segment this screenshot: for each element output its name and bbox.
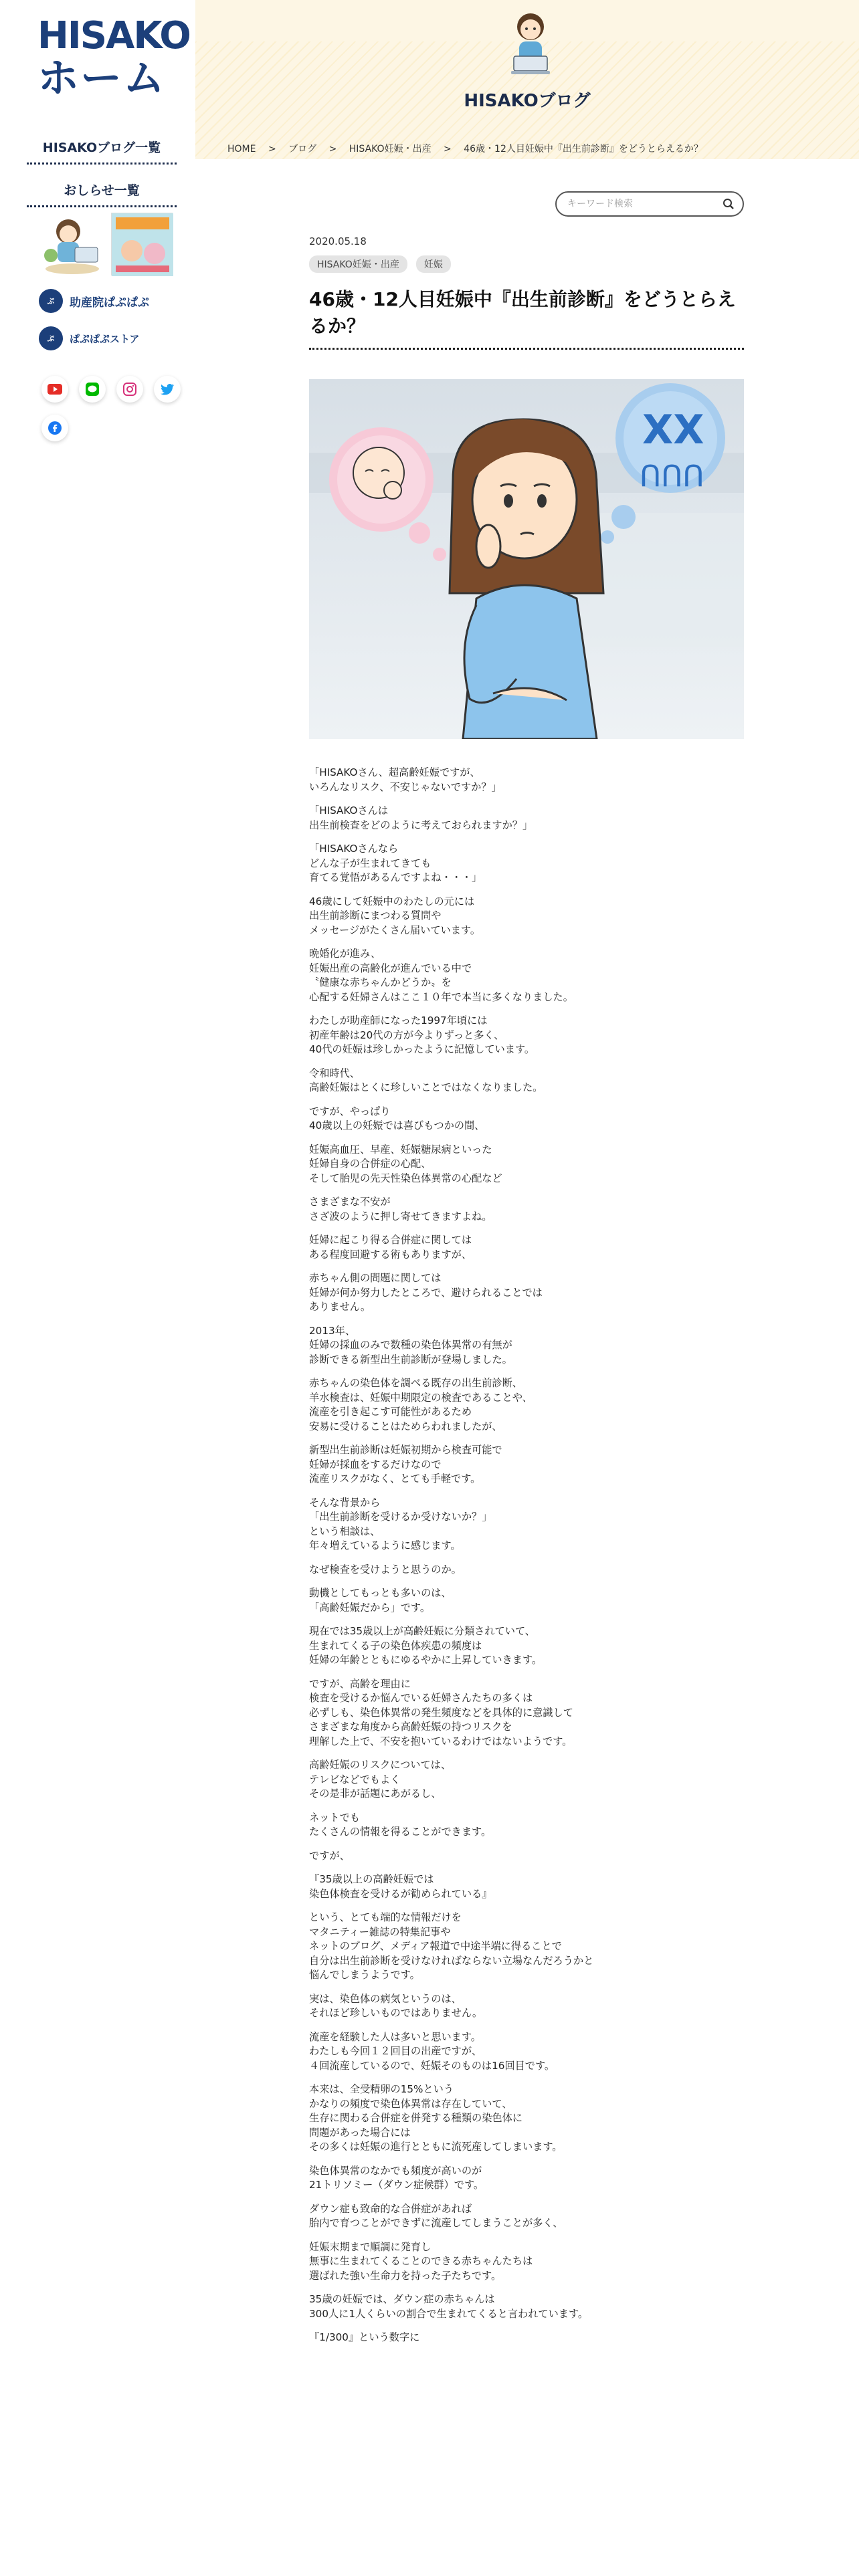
breadcrumb bbox=[227, 142, 712, 155]
instagram-icon[interactable] bbox=[116, 376, 143, 403]
article-paragraph: 2013年、 妊婦の採血のみで数種の染色体異常の有無が 診断できる新型出生前診断が登場しました。 bbox=[309, 1324, 512, 1366]
thumbnail-magazine[interactable] bbox=[111, 213, 173, 276]
thumbnail-mascot[interactable] bbox=[41, 213, 103, 276]
article-paragraph: 実は、染色体の病気というのは、 それほど珍しいものではありません。 bbox=[309, 1992, 483, 2019]
banner-badge-icon: ぷ bbox=[39, 326, 63, 350]
article-paragraph: 本来は、全受精卵の15%という かなりの頻度で染色体異常は存在していて、 生存に関わる合併症を併発する種類の染色体に 問題があった場合には その多くは妊娠の進行とともに流死産してしまいます。 bbox=[309, 2083, 563, 2153]
post-date: 2020.05.18 bbox=[309, 235, 367, 247]
article-paragraph: 妊娠末期まで順調に発育し 無事に生まれてくることのできる赤ちゃんたちは 選ばれた強い生命力を持った子たちです。 bbox=[309, 2240, 533, 2282]
article-paragraph: さまざまな不安が さざ波のように押し寄せてきますよね。 bbox=[309, 1196, 492, 1222]
search-box bbox=[555, 191, 744, 217]
article-paragraph: という、とても端的な情報だけを マタニティー雑誌の特集記事や ネットのブログ、メディア報道で中途半端に得ることで 自分は出生前診断を受けなければならない立場なんだろうかと 悩んでしまうようです。 bbox=[309, 1911, 594, 1981]
sidebar bbox=[0, 0, 195, 2576]
article-paragraph: 46歳にして妊娠中のわたしの元には 出生前診断にまつわる質問や メッセージがたくさん届いています。 bbox=[309, 895, 481, 936]
breadcrumb-separator: > bbox=[444, 144, 452, 154]
site-logo[interactable] bbox=[37, 14, 190, 102]
line-icon[interactable] bbox=[79, 376, 106, 403]
sidebar-link-blog-list[interactable]: HISAKOブログ一覧 bbox=[27, 138, 177, 165]
breadcrumb-separator: > bbox=[328, 144, 337, 154]
article-paragraph: 晩婚化が進み、 妊娠出産の高齢化が進んでいる中で 〝健康な赤ちゃんかどうか〟を 心配する妊婦さんはここ１０年で本当に多くなりました。 bbox=[309, 948, 573, 1003]
article-paragraph: 「HISAKOさんは 出生前検査をどのように考えておられますか？」 bbox=[309, 804, 533, 831]
page-header bbox=[195, 0, 859, 159]
article-paragraph: そんな背景から 「出生前診断を受けるか受けないか？」 という相談は、 年々増えているように感じます。 bbox=[309, 1496, 492, 1551]
search-input[interactable] bbox=[567, 197, 714, 211]
article-paragraph: 流産を経験した人は多いと思います。 わたしも今回１２回目の出産ですが、 ４回流産しているので、妊娠そのものは16回目です。 bbox=[309, 2030, 555, 2072]
tag-list bbox=[309, 255, 744, 272]
article-paragraph: 動機としてもっとも多いのは、 「高齢妊娠だから」です。 bbox=[309, 1587, 452, 1614]
article-paragraph: 妊娠高血圧、早産、妊娠糖尿病といった 妊婦自身の合併症の心配、 そして胎児の先天性染色体異常の心配など bbox=[309, 1143, 502, 1184]
banner-badge-icon: ぷ bbox=[39, 289, 63, 313]
article-paragraph: 新型出生前診断は妊娠初期から検査可能で 妊婦が採血をするだけなので 流産リスクがなく、とても手軽です。 bbox=[309, 1444, 502, 1485]
banner-store-label: ぱぷぱぷストア bbox=[70, 333, 140, 345]
logo-line2: ホーム bbox=[37, 53, 167, 102]
article-paragraph: 35歳の妊娠では、ダウン症の赤ちゃんは 300人に1人くらいの割合で生まれてくると言われています。 bbox=[309, 2293, 589, 2320]
logo-line1: HISAKO bbox=[37, 14, 190, 58]
sidebar-thumbnails bbox=[41, 213, 175, 276]
article-paragraph: ネットでも たくさんの情報を得ることができます。 bbox=[309, 1811, 492, 1838]
youtube-icon[interactable] bbox=[41, 376, 68, 403]
article-paragraph: 染色体異常のなかでも頻度が高いのが 21トリソミー（ダウン症候群）です。 bbox=[309, 2164, 484, 2191]
article-paragraph: 現在では35歳以上が高齢妊娠に分類されていて、 生まれてくる子の染色体疾患の頻度は 妊婦の年齢とともにゆるやかに上昇していきます。 bbox=[309, 1625, 543, 1666]
article-title: 46歳・12人目妊娠中『出生前診断』をどうとらえるか？ bbox=[309, 286, 744, 350]
svg-text:ꓵꓵꓵ: ꓵꓵꓵ bbox=[640, 459, 704, 494]
article-paragraph: ですが、 bbox=[309, 1849, 350, 1862]
mascot-illustration bbox=[510, 8, 551, 78]
article-paragraph: わたしが助産師になった1997年頃には 初産年齢は20代の方が今よりずっと多く、 40代の妊娠は珍しかったように記憶しています。 bbox=[309, 1014, 535, 1055]
breadcrumb-blog[interactable]: ブログ bbox=[288, 144, 317, 154]
twitter-icon[interactable] bbox=[154, 376, 181, 403]
article-paragraph: なぜ検査を受けようと思うのか。 bbox=[309, 1563, 462, 1576]
search-icon[interactable] bbox=[723, 198, 735, 210]
article bbox=[309, 227, 744, 2355]
article-paragraph: ですが、やっぱり 40歳以上の妊娠では喜びもつかの間、 bbox=[309, 1105, 485, 1132]
article-paragraph: 赤ちゃん側の問題に関しては 妊婦が何か努力したところで、避けられることでは ありません。 bbox=[309, 1272, 543, 1313]
article-paragraph: 「HISAKOさんなら どんな子が生まれてきても 育てる覚悟があるんですよね・・・」 bbox=[309, 843, 482, 883]
page-title: HISAKOブログ bbox=[464, 91, 591, 111]
article-paragraph: 妊婦に起こり得る合併症に関しては ある程度回避する術もありますが、 bbox=[309, 1234, 472, 1261]
tag-pregnancy[interactable]: 妊娠 bbox=[416, 255, 451, 273]
hero-illustration bbox=[309, 379, 744, 739]
article-paragraph: 『35歳以上の高齢妊娠では 染色体検査を受けるが勧められている』 bbox=[309, 1873, 492, 1900]
banner-store[interactable] bbox=[39, 324, 186, 353]
breadcrumb-current: 46歳・12人目妊娠中『出生前診断』をどうとらえるか？ bbox=[464, 144, 703, 154]
article-paragraph: 『1/300』という数字に bbox=[309, 2331, 420, 2343]
article-paragraph: 高齢妊娠のリスクについては、 テレビなどでもよく その是非が話題にあがるし、 bbox=[309, 1759, 452, 1800]
article-paragraph: 「HISAKOさん、超高齢妊娠ですが、 いろんなリスク、不安じゃないですか？」 bbox=[309, 766, 502, 793]
article-body bbox=[309, 766, 744, 2345]
breadcrumb-category[interactable]: HISAKO妊娠・出産 bbox=[349, 144, 432, 154]
article-paragraph: 令和時代、 高齢妊娠はとくに珍しいことではなくなりました。 bbox=[309, 1067, 543, 1093]
article-paragraph: ですが、高齢を理由に 検査を受けるか悩んでいる妊婦さんたちの多くは 必ずしも、染色体異常の発生頻度などを具体的に意識して さまざまな角度から高齢妊娠の持つリスクを 理解した上で、不安を抱いているわけではないようです。 bbox=[309, 1677, 573, 1747]
article-paragraph: ダウン症も致命的な合併症があれば 胎内で育つことができずに流産してしまうことが多く、 bbox=[309, 2202, 563, 2229]
tag-pregnancy-birth[interactable]: HISAKO妊娠・出産 bbox=[309, 255, 407, 273]
sidebar-link-news-list[interactable]: おしらせ一覧 bbox=[27, 181, 177, 207]
banner-josanin-label: 助産院ぱぷぱぷ bbox=[70, 296, 149, 310]
banner-josanin[interactable] bbox=[39, 286, 186, 316]
article-paragraph: 赤ちゃんの染色体を調べる既存の出生前診断、 羊水検査は、妊娠中期限定の検査であることや、 流産を引き起こす可能性があるため 安易に受けることはためらわれましたが、 bbox=[309, 1377, 533, 1432]
svg-text:XX: XX bbox=[642, 407, 704, 453]
breadcrumb-home[interactable]: HOME bbox=[227, 144, 256, 154]
facebook-icon[interactable] bbox=[41, 415, 68, 441]
breadcrumb-separator: > bbox=[268, 144, 276, 154]
